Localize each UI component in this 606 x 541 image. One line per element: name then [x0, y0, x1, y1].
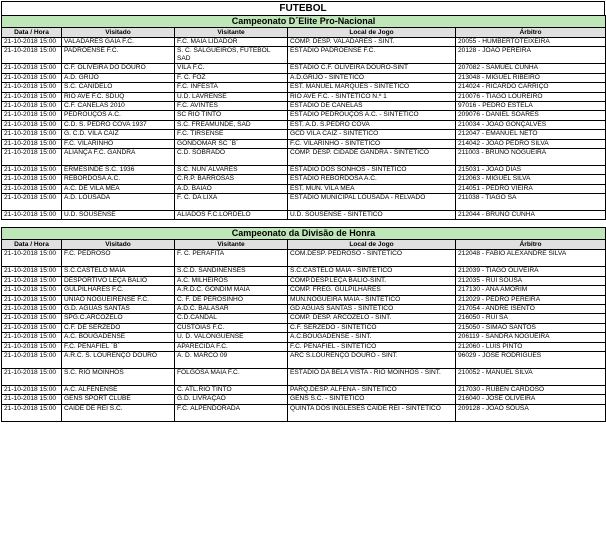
away-team-cell: CUSTÓIAS F.C.: [175, 323, 288, 332]
venue-cell: EST. A.D. S.PEDRO COVA: [288, 120, 456, 129]
venue-cell: GCD VILA CAIZ - SINTETICO: [288, 130, 456, 139]
referee-cell: 206119 - SANDRA NOGUEIRA: [456, 333, 606, 342]
document-title: FUTEBOL: [1, 1, 605, 15]
home-team-cell: GENS SPORT CLUBE: [62, 395, 175, 404]
venue-cell: ESTÁDIO C.F. OLIVEIRA DOURO-SINT: [288, 64, 456, 73]
referee-cell: 211003 - BRUNO NOGUEIRA: [456, 148, 606, 165]
home-team-cell: S.C. CANIDELO: [62, 83, 175, 92]
home-team-cell: C.F. DE SERZEDO: [62, 323, 175, 332]
home-team-cell: F.C. PEDROSO: [62, 250, 175, 267]
away-team-cell: S.C. FREAMUNDE, SAD: [175, 120, 288, 129]
away-team-cell: APARECIDA F.C.: [175, 342, 288, 351]
date-time-cell: 21-10-2018 15:00: [2, 385, 62, 394]
referee-cell: 217130 - ANA AMORIM: [456, 286, 606, 295]
away-team-cell: A.C. MILHEIROS: [175, 276, 288, 285]
away-team-cell: C.D.CANDAL: [175, 314, 288, 323]
away-team-cell: VILA F.C.: [175, 64, 288, 73]
away-team-cell: F.C. MAIA LIDADOR: [175, 38, 288, 47]
date-time-cell: 21-10-2018 15:00: [2, 120, 62, 129]
column-header: Local de Jogo: [288, 28, 456, 38]
section-title-row: [2, 228, 606, 240]
date-time-cell: 21-10-2018 15:00: [2, 73, 62, 82]
home-team-cell: DESPORTIVO LEÇA BALIO: [62, 276, 175, 285]
away-team-cell: C.D. SOBRADO: [175, 148, 288, 165]
venue-cell: F.C. PENAFIEL - SINTETICO: [288, 342, 456, 351]
home-team-cell: VALADARES GAIA F.C.: [62, 38, 175, 47]
away-team-cell: S.C.D. SANDINENSES: [175, 267, 288, 276]
away-team-cell: F. C. FOZ: [175, 73, 288, 82]
home-team-cell: C.F. CANELAS 2010: [62, 101, 175, 110]
referee-cell: 212048 - FABIO ALEXANDRE SILVA: [456, 250, 606, 267]
venue-cell: F.C. VILARINHO - SINTETICO: [288, 139, 456, 148]
referee-cell: 214024 - RICARDO CARRIÇO: [456, 83, 606, 92]
date-time-cell: 21-10-2018 15:00: [2, 101, 62, 110]
referee-cell: 209128 - JOAO SOUSA: [456, 404, 606, 421]
venue-cell: GENS S.C. - SINTETICO: [288, 395, 456, 404]
table-row: [2, 47, 606, 64]
venue-cell: C.F. SERZEDO - SINTETICO: [288, 323, 456, 332]
venue-cell: COMP. DESP. ARCOZELO - SINT.: [288, 314, 456, 323]
referee-cell: 212063 - MIGUEL SILVA: [456, 175, 606, 184]
referee-cell: 216050 - RUI SA: [456, 314, 606, 323]
column-header: Data / Hora: [2, 28, 62, 38]
table-row: [2, 165, 606, 174]
home-team-cell: A.C. ALFENENSE: [62, 385, 175, 394]
referee-cell: 214051 - PEDRO VIEIRA: [456, 184, 606, 193]
away-team-cell: ALIADOS F.C.LORDELO: [175, 211, 288, 220]
date-time-cell: 21-10-2018 15:00: [2, 148, 62, 165]
venue-cell: ARC S.LOURENÇO DOURO - SINT.: [288, 351, 456, 368]
venue-cell: ESTÁDIO DOS SONHOS - SINTETICO: [288, 165, 456, 174]
date-time-cell: 21-10-2018 15:00: [2, 175, 62, 184]
table-row: [2, 73, 606, 82]
section-title: Campeonato D´Elite Pro-Nacional: [2, 16, 606, 28]
referee-cell: 212044 - BRUNO CUNHA: [456, 211, 606, 220]
home-team-cell: ERMESINDE S.C. 1936: [62, 165, 175, 174]
table-row: [2, 139, 606, 148]
venue-cell: S.C.CASTELO MAIA - SINTETICO: [288, 267, 456, 276]
referee-cell: 217054 - ANDRE ISENTO: [456, 305, 606, 314]
venue-cell: ESTÁDIO MUNICIPAL LOUSADA - RELVADO: [288, 194, 456, 211]
column-header: Árbitro: [456, 28, 606, 38]
referee-cell: 212060 - LUIS PINTO: [456, 342, 606, 351]
venue-cell: RIO AVE F.C. - SINTETICO N.º 1: [288, 92, 456, 101]
referee-cell: 214042 - JOÃO PEDRO SILVA: [456, 139, 606, 148]
away-team-cell: S.C. NUN´ÁLVARES: [175, 165, 288, 174]
away-team-cell: FOLGOSA MAIA F.C.: [175, 368, 288, 385]
home-team-cell: RIO AVE F.C. SDUQ: [62, 92, 175, 101]
column-header-row: [2, 28, 606, 38]
date-time-cell: 21-10-2018 15:00: [2, 47, 62, 64]
table-row: [2, 286, 606, 295]
date-time-cell: 21-10-2018 15:00: [2, 139, 62, 148]
table-row: [2, 368, 606, 385]
date-time-cell: 21-10-2018 15:00: [2, 333, 62, 342]
date-time-cell: 21-10-2018 15:00: [2, 92, 62, 101]
date-time-cell: 21-10-2018 15:00: [2, 305, 62, 314]
away-team-cell: S. C. SALGUEIROS, FUTEBOL SAD: [175, 47, 288, 64]
away-team-cell: C. ATL.RIO TINTO: [175, 385, 288, 394]
date-time-cell: 21-10-2018 15:00: [2, 286, 62, 295]
away-team-cell: A.D.C. BALASAR: [175, 305, 288, 314]
away-team-cell: F.C. INFESTA: [175, 83, 288, 92]
away-team-cell: F.C. ALPENDORADA: [175, 404, 288, 421]
table-row: [2, 130, 606, 139]
date-time-cell: 21-10-2018 15:00: [2, 184, 62, 193]
home-team-cell: A.R.C. S. LOURENÇO DOURO: [62, 351, 175, 368]
home-team-cell: C.F. OLIVEIRA DO DOURO: [62, 64, 175, 73]
away-team-cell: F. C. DA LIXA: [175, 194, 288, 211]
column-header: Local de Jogo: [288, 240, 456, 250]
home-team-cell: F.C. VILARINHO: [62, 139, 175, 148]
away-team-cell: SC RIO TINTO: [175, 111, 288, 120]
home-team-cell: PEDROUÇOS A.C.: [62, 111, 175, 120]
table-row: [2, 175, 606, 184]
away-team-cell: U.D. LAVRENSE: [175, 92, 288, 101]
home-team-cell: F.C. PENAFIEL ´B´: [62, 342, 175, 351]
home-team-cell: GULPILHARES F.C.: [62, 286, 175, 295]
referee-cell: 213048 - MIGUEL RIBEIRO: [456, 73, 606, 82]
table-row: [2, 385, 606, 394]
table-row: [2, 120, 606, 129]
table-row: [2, 194, 606, 211]
date-time-cell: 21-10-2018 15:00: [2, 295, 62, 304]
home-team-cell: U.D. SOUSENSE: [62, 211, 175, 220]
away-team-cell: GONDOMAR SC ´B´: [175, 139, 288, 148]
venue-cell: ESTÁDIO DE CANELAS: [288, 101, 456, 110]
table-row: [2, 323, 606, 332]
home-team-cell: G. C.D. VILA CAIZ: [62, 130, 175, 139]
venue-cell: ESTÁDIO PADROENSE F.C.: [288, 47, 456, 64]
column-header-row: [2, 240, 606, 250]
document-page: [1, 1, 605, 422]
table-row: [2, 148, 606, 165]
referee-cell: 207082 - SAMUEL CUNHA: [456, 64, 606, 73]
referee-cell: 210034 - JOAO GONÇALVES: [456, 120, 606, 129]
column-header: Data / Hora: [2, 240, 62, 250]
table-row: [2, 211, 606, 220]
column-header: Visitado: [62, 28, 175, 38]
away-team-cell: A. D. MARCO 09: [175, 351, 288, 368]
venue-cell: COMP.DESP.LEÇA BALIO-SINT.: [288, 276, 456, 285]
venue-cell: GD AGUAS SANTAS - SINTETICO: [288, 305, 456, 314]
referee-cell: 216040 - JOSE OLIVEIRA: [456, 395, 606, 404]
away-team-cell: U. D. VALONGUENSE: [175, 333, 288, 342]
away-team-cell: A.D. BAIÃO: [175, 184, 288, 193]
referee-cell: 96029 - JOSE RODRIGUES: [456, 351, 606, 368]
spacer-cell: [2, 220, 606, 228]
venue-cell: ESTÁDIO PEDROUÇOS A.C. - SINTETICO: [288, 111, 456, 120]
date-time-cell: 21-10-2018 15:00: [2, 368, 62, 385]
column-header: Árbitro: [456, 240, 606, 250]
table-row: [2, 342, 606, 351]
away-team-cell: C. F. DE PEROSINHO: [175, 295, 288, 304]
venue-cell: EST. MANUEL MARQUES - SINTETICO: [288, 83, 456, 92]
table-row: [2, 64, 606, 73]
home-team-cell: S.C. RIO MOINHOS: [62, 368, 175, 385]
venue-cell: COMP. FREG. GULPILHARES: [288, 286, 456, 295]
referee-cell: 210052 - MANUEL SILVA: [456, 368, 606, 385]
venue-cell: ESTÁDIO DA BELA VISTA - RIO MOINHOS - SINT.: [288, 368, 456, 385]
away-team-cell: F.C. AVINTES: [175, 101, 288, 110]
home-team-cell: G.D. AGUAS SANTAS: [62, 305, 175, 314]
table-row: [2, 314, 606, 323]
section-title: Campeonato da Divisão de Honra: [2, 228, 606, 240]
venue-cell: COM.DESP. PEDROSO - SINTETICO: [288, 250, 456, 267]
table-row: [2, 395, 606, 404]
column-header: Visitante: [175, 28, 288, 38]
home-team-cell: SPG.C.ARCOZELO: [62, 314, 175, 323]
fixtures-table-body: [2, 16, 606, 422]
date-time-cell: 21-10-2018 15:00: [2, 130, 62, 139]
away-team-cell: F.C. TIRSENSE: [175, 130, 288, 139]
date-time-cell: 21-10-2018 15:00: [2, 38, 62, 47]
venue-cell: EST. MUN. VILA MEA: [288, 184, 456, 193]
home-team-cell: S.C.CASTELO MAIA: [62, 267, 175, 276]
venue-cell: MUN.NOGUEIRA MAIA - SINTETICO: [288, 295, 456, 304]
date-time-cell: 21-10-2018 15:00: [2, 404, 62, 421]
table-row: [2, 184, 606, 193]
table-row: [2, 38, 606, 47]
home-team-cell: UNIAO NOGUEIRENSE F.C.: [62, 295, 175, 304]
home-team-cell: C.D. S. PEDRO COVA 1937: [62, 120, 175, 129]
date-time-cell: 21-10-2018 15:00: [2, 250, 62, 267]
table-row: [2, 111, 606, 120]
referee-cell: 20055 - HUMBERTOTEIXEIRA: [456, 38, 606, 47]
table-row: [2, 305, 606, 314]
table-row: [2, 295, 606, 304]
referee-cell: 215031 - JOAO DIAS: [456, 165, 606, 174]
home-team-cell: ALIANÇA F.C. GANDRA: [62, 148, 175, 165]
date-time-cell: 21-10-2018 15:00: [2, 64, 62, 73]
table-row: [2, 351, 606, 368]
venue-cell: PARQ.DESP. ALFENA - SINTETICO: [288, 385, 456, 394]
table-row: [2, 92, 606, 101]
table-row: [2, 101, 606, 110]
section-title-row: [2, 16, 606, 28]
home-team-cell: A.C. BOUGADENSE: [62, 333, 175, 342]
venue-cell: A.C.BOUGADENSE - SINT.: [288, 333, 456, 342]
column-header: Visitado: [62, 240, 175, 250]
date-time-cell: 21-10-2018 15:00: [2, 267, 62, 276]
referee-cell: 97016 - PEDRO ESTELA: [456, 101, 606, 110]
date-time-cell: 21-10-2018 15:00: [2, 276, 62, 285]
away-team-cell: F. C. PERAFITA: [175, 250, 288, 267]
away-team-cell: A.R.D.C. GONDIM MAIA: [175, 286, 288, 295]
column-header: Visitante: [175, 240, 288, 250]
referee-cell: 212039 - TIAGO OLIVEIRA: [456, 267, 606, 276]
home-team-cell: A.D. GRIJO: [62, 73, 175, 82]
home-team-cell: A.D. LOUSADA: [62, 194, 175, 211]
date-time-cell: 21-10-2018 15:00: [2, 314, 62, 323]
date-time-cell: 21-10-2018 15:00: [2, 211, 62, 220]
table-row: [2, 250, 606, 267]
section-spacer: [2, 220, 606, 228]
date-time-cell: 21-10-2018 15:00: [2, 165, 62, 174]
fixtures-table: [1, 15, 606, 422]
referee-cell: 217030 - RUBEN CARDOSO: [456, 385, 606, 394]
venue-cell: ESTÁDIO REBORDOSA A.C.: [288, 175, 456, 184]
table-row: [2, 404, 606, 421]
table-row: [2, 83, 606, 92]
venue-cell: QUINTA DOS INGLESES CAIDE REI - SINTETICO: [288, 404, 456, 421]
referee-cell: 212029 - PEDRO PEREIRA: [456, 295, 606, 304]
table-row: [2, 276, 606, 285]
date-time-cell: 21-10-2018 15:00: [2, 111, 62, 120]
referee-cell: 210076 - TIAGO LOUREIRO: [456, 92, 606, 101]
referee-cell: 209076 - DANIEL SOARES: [456, 111, 606, 120]
date-time-cell: 21-10-2018 15:00: [2, 395, 62, 404]
away-team-cell: G.D. LIVRAÇAO: [175, 395, 288, 404]
date-time-cell: 21-10-2018 15:00: [2, 194, 62, 211]
referee-cell: 211038 - TIAGO SA: [456, 194, 606, 211]
referee-cell: 212047 - EMANUEL NETO: [456, 130, 606, 139]
venue-cell: U.D. SOUSENSE - SINTETICO: [288, 211, 456, 220]
date-time-cell: 21-10-2018 15:00: [2, 83, 62, 92]
home-team-cell: REBORDOSA A.C.: [62, 175, 175, 184]
date-time-cell: 21-10-2018 15:00: [2, 351, 62, 368]
table-row: [2, 267, 606, 276]
date-time-cell: 21-10-2018 15:00: [2, 323, 62, 332]
away-team-cell: C.R.P. BARROSAS: [175, 175, 288, 184]
venue-cell: COMP. DESP. CIDADE GANDRA - SINTETICO: [288, 148, 456, 165]
referee-cell: 20128 - JOAO PEREIRA: [456, 47, 606, 64]
referee-cell: 215050 - SIMAO SANTOS: [456, 323, 606, 332]
home-team-cell: CAIDE DE REI S.C.: [62, 404, 175, 421]
venue-cell: COMP. DESP. VALADARES - SINT.: [288, 38, 456, 47]
table-row: [2, 333, 606, 342]
home-team-cell: PADROENSE F.C.: [62, 47, 175, 64]
venue-cell: A.D.GRIJO - SINTETICO: [288, 73, 456, 82]
date-time-cell: 21-10-2018 15:00: [2, 342, 62, 351]
home-team-cell: A.C. DE VILA MEA: [62, 184, 175, 193]
referee-cell: 212035 - RUI SOUSA: [456, 276, 606, 285]
